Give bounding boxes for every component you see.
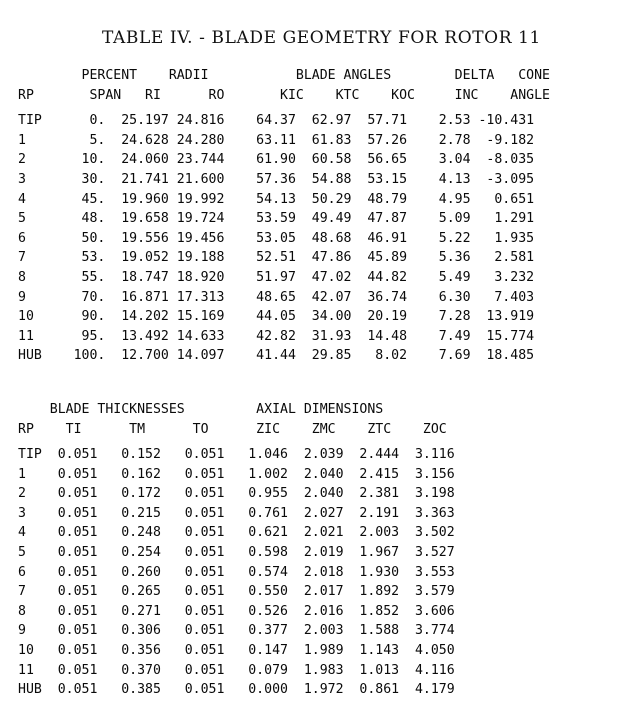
table-row: 9 0.051 0.306 0.051 0.377 2.003 1.588 3.774 xyxy=(18,623,455,639)
table-row: TIP 0.051 0.152 0.051 1.046 2.039 2.444 3.116 xyxy=(18,447,455,463)
table-bottom-header-line-1: BLADE THICKNESSES AXIAL DIMENSIONS xyxy=(18,401,384,417)
table-row: 4 0.051 0.248 0.051 0.621 2.021 2.003 3.502 xyxy=(18,525,455,541)
table-row: 1 0.051 0.162 0.051 1.002 2.040 2.415 3.156 xyxy=(18,466,455,482)
table-row: 11 95. 13.492 14.633 42.82 31.93 14.48 7.49 15.774 xyxy=(18,328,535,344)
blade-geometry-table xyxy=(18,66,643,366)
table-row: HUB 100. 12.700 14.097 41.44 29.85 8.02 7.69 18.485 xyxy=(18,348,535,364)
table-row: 2 0.051 0.172 0.051 0.955 2.040 2.381 3.198 xyxy=(18,486,455,502)
table-row: 6 0.051 0.260 0.051 0.574 2.018 1.930 3.553 xyxy=(18,564,455,580)
table-top-header-line-1: PERCENT RADII BLADE ANGLES DELTA CONE xyxy=(18,68,550,83)
table-row: 8 55. 18.747 18.920 51.97 47.02 44.82 5.49 3.232 xyxy=(18,269,535,285)
table-row: 10 0.051 0.356 0.051 0.147 1.989 1.143 4.050 xyxy=(18,643,455,659)
page-title: TABLE IV. - BLADE GEOMETRY FOR ROTOR 11 xyxy=(102,28,541,48)
table-row: 7 53. 19.052 19.188 52.51 47.86 45.89 5.36 2.581 xyxy=(18,250,535,266)
table-bottom-header-line-2: RP TI TM TO ZIC ZMC ZTC ZOC xyxy=(18,421,447,437)
table-row: 6 50. 19.556 19.456 53.05 48.68 46.91 5.22 1.935 xyxy=(18,230,535,246)
table-row: 8 0.051 0.271 0.051 0.526 2.016 1.852 3.606 xyxy=(18,603,455,619)
table-row: 5 48. 19.658 19.724 53.59 49.49 47.87 5.09 1.291 xyxy=(18,211,535,227)
table-row: 9 70. 16.871 17.313 48.65 42.07 36.74 6.30 7.403 xyxy=(18,289,535,305)
table-row: HUB 0.051 0.385 0.051 0.000 1.972 0.861 4.179 xyxy=(18,682,455,698)
table-row: 3 0.051 0.215 0.051 0.761 2.027 2.191 3.363 xyxy=(18,505,455,521)
table-row: 2 10. 24.060 23.744 61.90 60.58 56.65 3.04 -8.035 xyxy=(18,152,535,168)
table-row: 1 5. 24.628 24.280 63.11 61.83 57.26 2.78 -9.182 xyxy=(18,132,535,148)
table-row: 5 0.051 0.254 0.051 0.598 2.019 1.967 3.527 xyxy=(18,545,455,561)
table-row: 3 30. 21.741 21.600 57.36 54.88 53.15 4.13 -3.095 xyxy=(18,171,535,187)
table-row: 7 0.051 0.265 0.051 0.550 2.017 1.892 3.579 xyxy=(18,584,455,600)
table-row: TIP 0. 25.197 24.816 64.37 62.97 57.71 2.53 -10.431 xyxy=(18,113,535,129)
table-row: 4 45. 19.960 19.992 54.13 50.29 48.79 4.95 0.651 xyxy=(18,191,535,207)
table-row: 11 0.051 0.370 0.051 0.079 1.983 1.013 4.116 xyxy=(18,662,455,678)
table-row: 10 90. 14.202 15.169 44.05 34.00 20.19 7.28 13.919 xyxy=(18,309,535,325)
thickness-dimensions-table xyxy=(18,400,643,700)
table-top-header-line-2: RP SPAN RI RO KIC KTC KOC INC ANGLE xyxy=(18,87,550,103)
table-separator xyxy=(0,366,643,396)
